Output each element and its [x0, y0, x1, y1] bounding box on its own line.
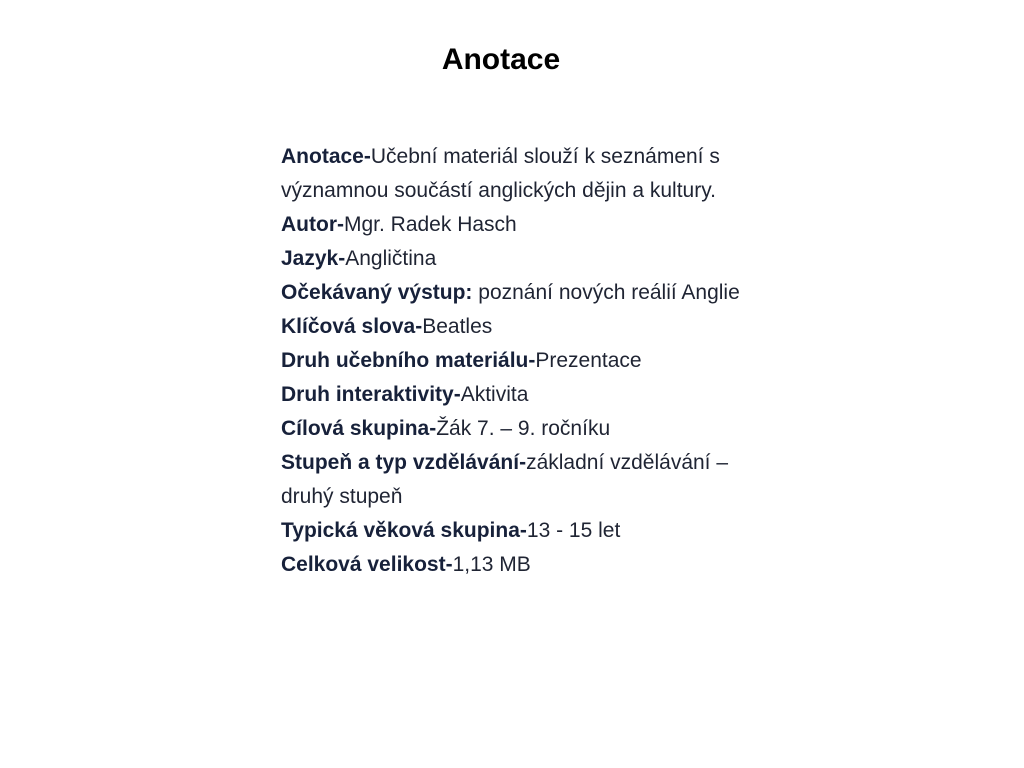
material-type-entry	[281, 344, 781, 378]
annotation-entry	[281, 140, 781, 208]
entry-value: Angličtina	[345, 247, 437, 270]
entry-value: Beatles	[422, 315, 493, 338]
annotation-list	[281, 140, 781, 582]
entry-value: Učební materiál slouží k seznámení s významnou součástí anglických dějin a kultury.	[281, 145, 720, 202]
total-size-entry	[281, 548, 781, 582]
entry-label: Autor-	[281, 213, 344, 236]
interactivity-type-entry	[281, 378, 781, 412]
entry-value: 1,13 MB	[452, 553, 531, 576]
entry-label: Klíčová slova-	[281, 315, 423, 338]
entry-value: Mgr. Radek Hasch	[343, 213, 517, 236]
expected-outcome-entry	[281, 276, 781, 310]
entry-label: Cílová skupina-	[281, 417, 437, 440]
entry-label: Druh učebního materiálu-	[281, 349, 536, 372]
entry-label: Celková velikost-	[281, 553, 453, 576]
entry-label: Druh interaktivity-	[281, 383, 461, 406]
entry-value: Žák 7. – 9. ročníku	[436, 417, 611, 440]
entry-value: 13 - 15 let	[526, 519, 621, 542]
entry-value: Aktivita	[460, 383, 529, 406]
target-group-entry	[281, 412, 781, 446]
entry-label: Typická věková skupina-	[281, 519, 527, 542]
education-level-entry	[281, 446, 781, 514]
author-entry	[281, 208, 781, 242]
entry-label: Stupeň a typ vzdělávání-	[281, 451, 527, 474]
age-group-entry	[281, 514, 781, 548]
entry-value: poznání nových reálií Anglie	[472, 281, 740, 304]
entry-label: Jazyk-	[281, 247, 346, 270]
entry-value: Prezentace	[535, 349, 642, 372]
language-entry	[281, 242, 781, 276]
keywords-entry	[281, 310, 781, 344]
slide-title: Anotace	[441, 43, 561, 76]
entry-label: Anotace-	[281, 145, 371, 168]
entry-value: základní vzdělávání – druhý stupeň	[281, 451, 729, 508]
entry-label: Očekávaný výstup:	[281, 281, 473, 304]
